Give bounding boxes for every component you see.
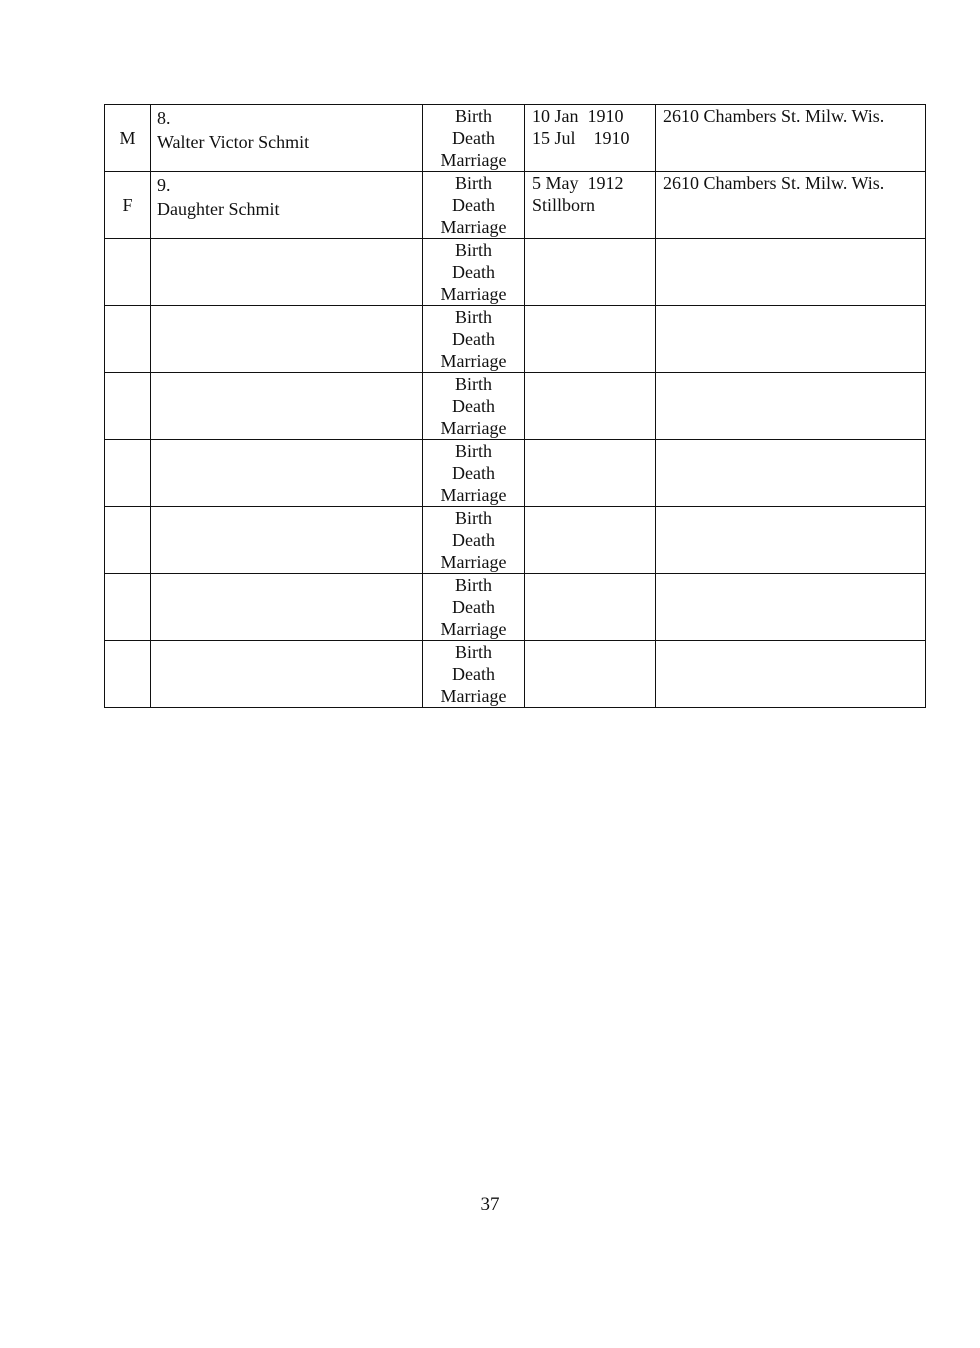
place-cell: 2610 Chambers St. Milw. Wis. bbox=[656, 172, 926, 239]
event-dates-cell bbox=[525, 239, 656, 306]
sex-cell bbox=[105, 641, 151, 708]
sex-cell bbox=[105, 373, 151, 440]
event-dates-cell bbox=[525, 105, 656, 172]
event-label: Birth bbox=[454, 173, 492, 193]
child-row bbox=[105, 373, 926, 440]
event-label: Birth bbox=[454, 508, 492, 528]
child-row bbox=[105, 440, 926, 507]
family-record-body bbox=[105, 105, 926, 708]
event-label: Birth bbox=[454, 106, 492, 126]
event-label: Birth bbox=[454, 374, 492, 394]
place-cell bbox=[656, 373, 926, 440]
event-date: 15 Jul 1910 bbox=[532, 128, 630, 148]
event-labels-cell bbox=[423, 373, 525, 440]
child-row bbox=[105, 507, 926, 574]
place-cell bbox=[656, 306, 926, 373]
event-date: 10 Jan 1910 bbox=[532, 106, 624, 126]
event-label: Marriage bbox=[440, 217, 507, 237]
place-cell bbox=[656, 641, 926, 708]
event-label: Birth bbox=[454, 575, 492, 595]
event-label: Birth bbox=[454, 441, 492, 461]
child-name-cell bbox=[151, 373, 423, 440]
event-label: Death bbox=[452, 396, 495, 416]
event-dates-cell bbox=[525, 440, 656, 507]
event-label: Marriage bbox=[440, 485, 507, 505]
event-labels-cell bbox=[423, 105, 525, 172]
child-name-cell bbox=[151, 172, 423, 239]
event-label: Marriage bbox=[440, 552, 507, 572]
event-label: Birth bbox=[454, 642, 492, 662]
place-cell: 2610 Chambers St. Milw. Wis. bbox=[656, 105, 926, 172]
child-row bbox=[105, 574, 926, 641]
sex-cell bbox=[105, 440, 151, 507]
event-labels-cell bbox=[423, 239, 525, 306]
event-labels-cell bbox=[423, 507, 525, 574]
event-label: Death bbox=[452, 128, 495, 148]
event-date: Stillborn bbox=[532, 195, 596, 215]
event-label: Death bbox=[452, 262, 495, 282]
place-cell bbox=[656, 440, 926, 507]
child-name: Daughter Schmit bbox=[157, 199, 280, 219]
event-label: Death bbox=[452, 195, 495, 215]
child-number: 9. bbox=[157, 175, 171, 195]
event-labels-cell bbox=[423, 641, 525, 708]
child-name-cell bbox=[151, 105, 423, 172]
child-name-cell bbox=[151, 306, 423, 373]
child-row bbox=[105, 105, 926, 172]
child-row bbox=[105, 641, 926, 708]
event-labels-cell bbox=[423, 306, 525, 373]
event-label: Marriage bbox=[440, 150, 507, 170]
event-dates-cell bbox=[525, 574, 656, 641]
event-date: 5 May 1912 bbox=[532, 173, 624, 193]
event-dates-cell bbox=[525, 373, 656, 440]
sex-cell: F bbox=[105, 172, 151, 239]
event-labels-cell bbox=[423, 574, 525, 641]
event-label: Marriage bbox=[440, 284, 507, 304]
event-label: Death bbox=[452, 463, 495, 483]
event-label: Marriage bbox=[440, 686, 507, 706]
event-label: Death bbox=[452, 530, 495, 550]
sex-cell bbox=[105, 507, 151, 574]
child-number: 8. bbox=[157, 108, 171, 128]
page-number: 37 bbox=[480, 1194, 500, 1215]
event-label: Death bbox=[452, 664, 495, 684]
event-label: Death bbox=[452, 597, 495, 617]
child-name-cell bbox=[151, 641, 423, 708]
event-label: Birth bbox=[454, 307, 492, 327]
sex-cell: M bbox=[105, 105, 151, 172]
event-label: Marriage bbox=[440, 418, 507, 438]
sex-cell bbox=[105, 574, 151, 641]
child-name-cell bbox=[151, 239, 423, 306]
event-labels-cell bbox=[423, 440, 525, 507]
place-cell bbox=[656, 239, 926, 306]
event-dates-cell bbox=[525, 306, 656, 373]
child-name-cell bbox=[151, 440, 423, 507]
child-name-cell bbox=[151, 574, 423, 641]
event-labels-cell bbox=[423, 172, 525, 239]
place-cell bbox=[656, 507, 926, 574]
child-name-cell bbox=[151, 507, 423, 574]
event-label: Birth bbox=[454, 240, 492, 260]
sex-cell bbox=[105, 239, 151, 306]
event-dates-cell bbox=[525, 172, 656, 239]
event-label: Marriage bbox=[440, 619, 507, 639]
event-label: Death bbox=[452, 329, 495, 349]
child-row bbox=[105, 239, 926, 306]
event-label: Marriage bbox=[440, 351, 507, 371]
child-name: Walter Victor Schmit bbox=[157, 132, 310, 152]
event-dates-cell bbox=[525, 507, 656, 574]
child-row bbox=[105, 172, 926, 239]
place-cell bbox=[656, 574, 926, 641]
family-record-table bbox=[104, 104, 926, 708]
event-dates-cell bbox=[525, 641, 656, 708]
child-row bbox=[105, 306, 926, 373]
sex-cell bbox=[105, 306, 151, 373]
